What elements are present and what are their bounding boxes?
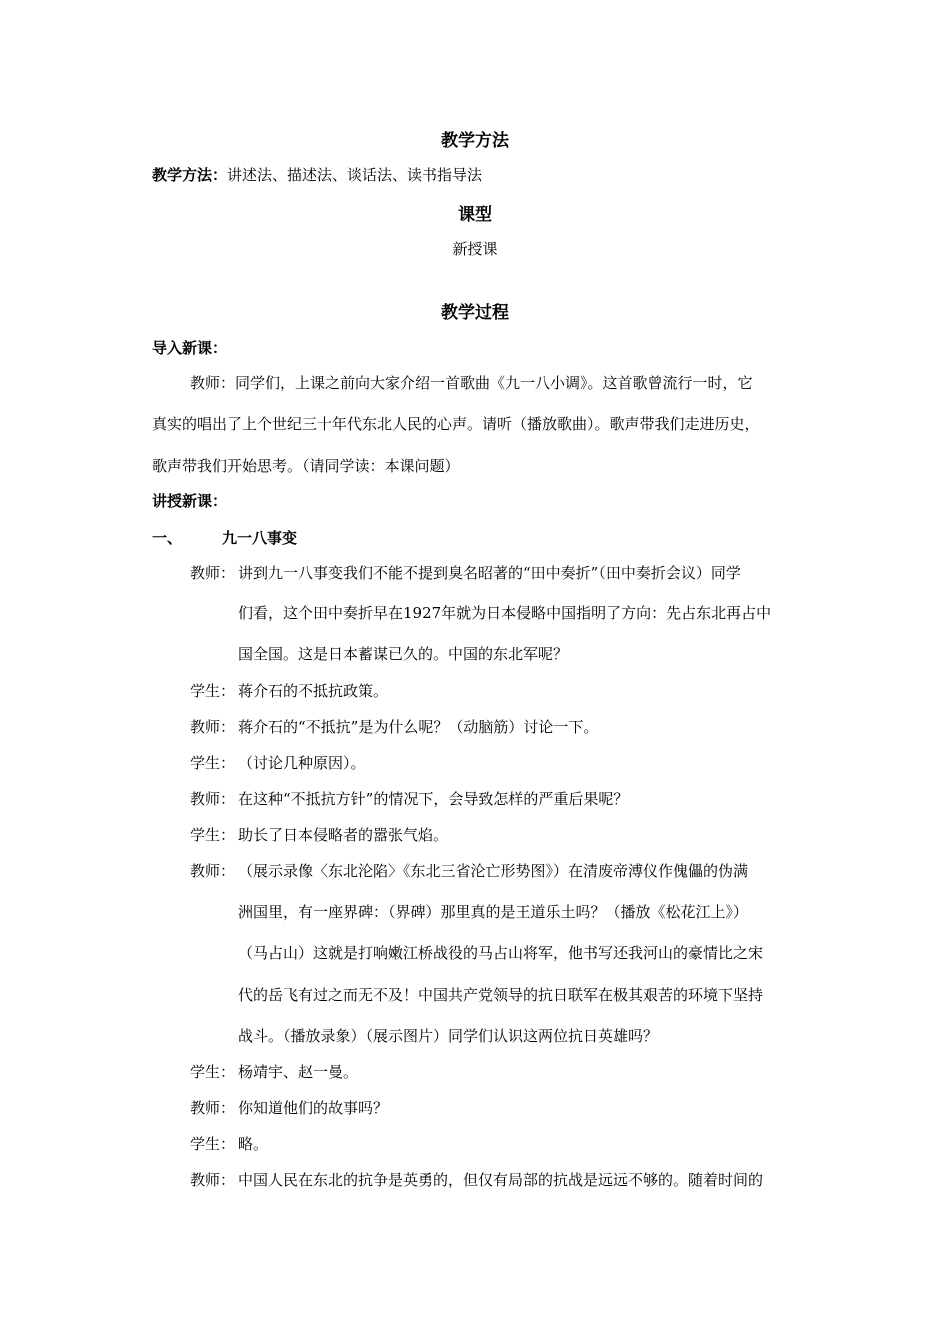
method-label: 教学方法： (152, 166, 228, 184)
method-text: 讲述法、描述法、谈话法、读书指导法 (227, 166, 483, 184)
dialogue-line: （讨论几种原因）。 (238, 754, 366, 772)
dialogue-speaker: 学生： (190, 826, 236, 844)
dialogue-line: 战斗。（播放录象）（展示图片）同学们认识这两位抗日英雄吗？ (238, 1027, 659, 1045)
dialogue-speaker: 教师： (190, 1171, 236, 1189)
intro-line-1: 教师：同学们，上课之前向大家介绍一首歌曲《九一八小调》。这首歌曾流行一时，它 (190, 374, 753, 392)
dialogue-speaker: 教师： (190, 564, 236, 582)
dialogue-speaker: 教师： (190, 718, 236, 736)
dialogue-line: （展示录像〈东北沦陷〉《东北三省沦亡形势图》）在清废帝溥仪作傀儡的伪满 (238, 862, 749, 880)
section-title: 九一八事变 (222, 529, 298, 547)
dialogue-line: 你知道他们的故事吗？ (238, 1099, 389, 1117)
intro-line-3: 歌声带我们开始思考。（请同学读：本课问题） (152, 457, 460, 475)
dialogue-line: 杨靖宇、赵一曼。 (238, 1063, 359, 1081)
dialogue-speaker: 教师： (190, 1099, 236, 1117)
process-heading: 教学过程 (441, 303, 509, 323)
dialogue-speaker: 学生： (190, 754, 236, 772)
dialogue-speaker: 学生： (190, 1135, 236, 1153)
method-heading: 教学方法 (441, 131, 509, 151)
dialogue-line: 蒋介石的“不抵抗”是为什么呢？（动脑筋）讨论一下。 (238, 718, 599, 736)
dialogue-line: （马占山）这就是打响嫩江桥战役的马占山将军，他书写还我河山的豪情比之宋 (238, 944, 764, 962)
dialogue-line: 们看，这个田中奏折早在1927年就为日本侵略中国指明了方向：先占东北再占中 (238, 604, 772, 622)
dialogue-line: 助长了日本侵略者的嚣张气焰。 (238, 826, 449, 844)
dialogue-line: 在这种“不抵抗方针”的情况下，会导致怎样的严重后果呢？ (238, 790, 629, 808)
type-heading: 课型 (458, 205, 492, 225)
intro-line-2: 真实的唱出了上个世纪三十年代东北人民的心声。请听（播放歌曲）。歌声带我们走进历史， (152, 415, 760, 433)
dialogue-line: 中国人民在东北的抗争是英勇的，但仅有局部的抗战是远远不够的。随着时间的 (238, 1171, 764, 1189)
dialogue-speaker: 教师： (190, 790, 236, 808)
dialogue-speaker: 学生： (190, 682, 236, 700)
intro-label: 导入新课： (152, 339, 228, 357)
dialogue-speaker: 学生： (190, 1063, 236, 1081)
type-text: 新授课 (452, 240, 498, 258)
dialogue-line: 代的岳飞有过之而无不及！中国共产党领导的抗日联军在极其艰苦的环境下坚持 (238, 986, 764, 1004)
method-line (152, 164, 482, 185)
dialogue-line: 国全国。这是日本蓄谋已久的。中国的东北军呢？ (238, 645, 569, 663)
dialogue-line: 蒋介石的不抵抗政策。 (238, 682, 389, 700)
dialogue-line: 略。 (238, 1135, 269, 1153)
dialogue-line: 洲国里，有一座界碑：（界碑）那里真的是王道乐土吗？（播放《松花江上》） (238, 903, 749, 921)
dialogue-line: 讲到九一八事变我们不能不提到臭名昭著的“田中奏折”（田中奏折会议）同学 (238, 564, 741, 582)
section-number: 一、 (152, 529, 183, 547)
new-lesson-label: 讲授新课： (152, 492, 228, 510)
dialogue-speaker: 教师： (190, 862, 236, 880)
